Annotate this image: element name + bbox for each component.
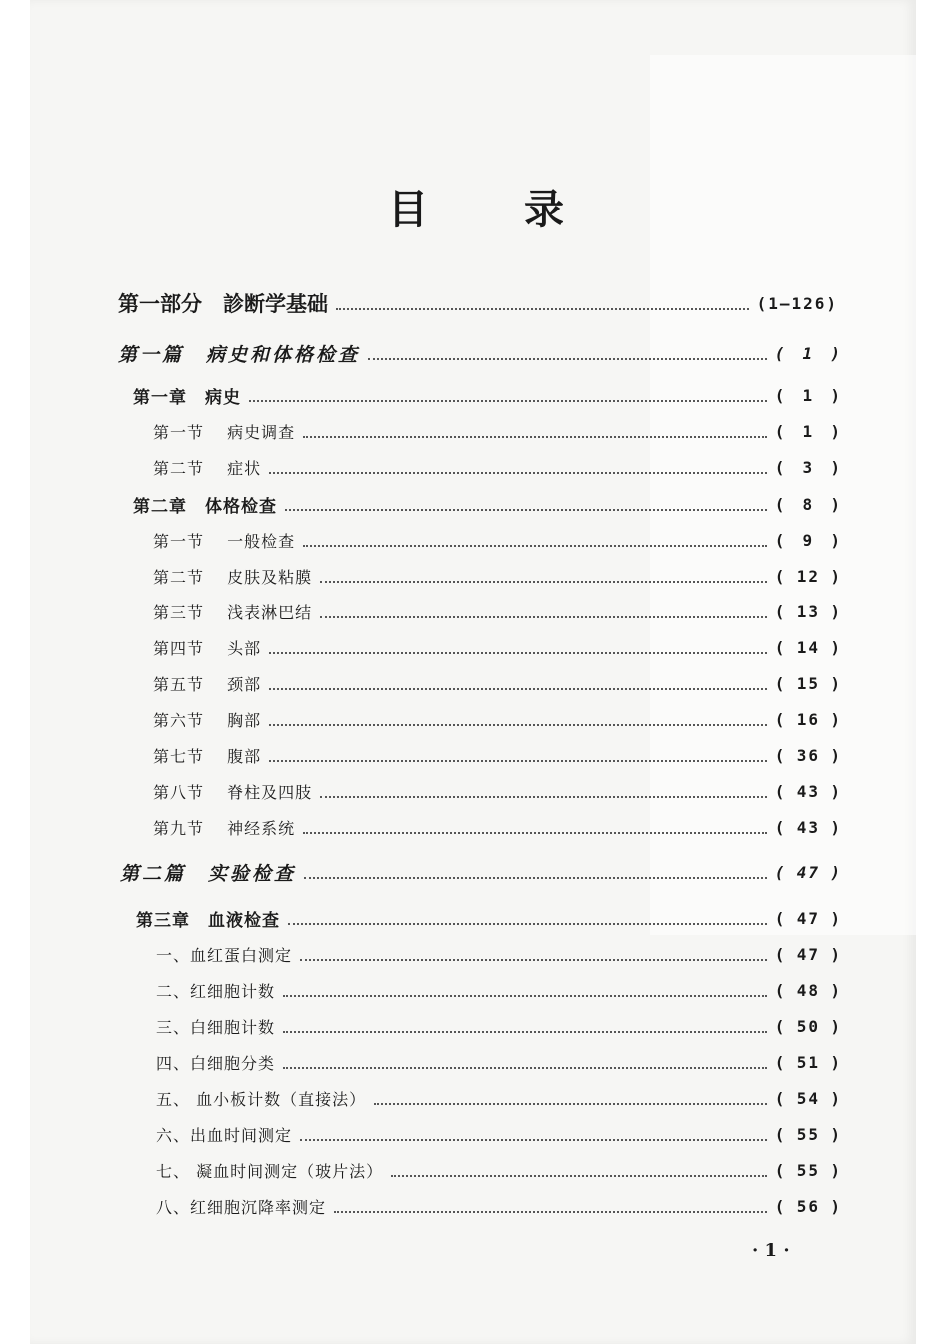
- toc-section-label: 第一节 病史调查: [153, 422, 296, 442]
- toc-volume-label: 第一篇 病史和体格检查: [118, 343, 361, 366]
- toc-chapter-entry: [0, 489, 950, 519]
- toc-leader-dots: [320, 796, 767, 798]
- toc-page-number: 13: [796, 601, 820, 621]
- toc-page-ref: ( 1 ): [774, 421, 842, 441]
- toc-page-number: 56: [796, 1196, 820, 1216]
- toc-leader-dots: [283, 1031, 767, 1033]
- toc-page-ref: ( 12 ): [774, 566, 842, 586]
- toc-chapter-entry: [0, 380, 950, 410]
- toc-item-label: 二、红细胞计数: [156, 981, 276, 1001]
- toc-leader-dots: [269, 724, 767, 726]
- toc-page-number: 47: [796, 944, 820, 964]
- toc-leader-dots: [249, 400, 767, 402]
- toc-leader-dots: [303, 832, 767, 834]
- toc-leader-dots: [368, 358, 767, 360]
- toc-leader-dots: [336, 308, 749, 310]
- toc-leader-dots: [283, 995, 767, 997]
- toc-section-label: 第四节 头部: [153, 638, 262, 658]
- toc-leader-dots: [269, 760, 767, 762]
- toc-page-number: 1: [802, 421, 815, 441]
- toc-item-entry: [0, 1011, 950, 1041]
- toc-volume-label: 第二篇 实验检查: [120, 862, 297, 885]
- toc-page-ref: ( 14 ): [774, 637, 842, 657]
- toc-page-number: 43: [796, 817, 820, 837]
- toc-chapter-label: 第三章 血液检查: [136, 910, 280, 931]
- toc-page-number: 16: [796, 709, 820, 729]
- toc-page-number: 48: [796, 980, 820, 1000]
- toc-page-number: 51: [796, 1052, 820, 1072]
- toc-leader-dots: [283, 1067, 767, 1069]
- toc-page-number: 1: [802, 343, 815, 363]
- toc-item-entry: [0, 1083, 950, 1113]
- toc-page-ref: ( 47 ): [774, 908, 842, 928]
- toc-page-ref: ( 48 ): [774, 980, 842, 1000]
- toc-section-label: 第二节 症状: [153, 458, 262, 478]
- toc-page-ref: ( 13 ): [774, 601, 842, 621]
- toc-page-range: (1—126): [756, 293, 838, 313]
- toc-section-label: 第二节 皮肤及粘膜: [153, 567, 313, 587]
- toc-volume-entry: [0, 338, 950, 368]
- toc-page-number: 50: [796, 1016, 820, 1036]
- toc-page-number: 54: [796, 1088, 820, 1108]
- toc-leader-dots: [374, 1103, 767, 1105]
- toc-page-number: 1: [802, 385, 815, 405]
- toc-leader-dots: [288, 923, 767, 925]
- toc-section-entry: [0, 704, 950, 734]
- toc-page-ref: ( 15 ): [774, 673, 842, 693]
- page-title: [388, 178, 568, 235]
- toc-item-entry: [0, 1047, 950, 1077]
- title-char-1: 目: [388, 186, 432, 233]
- toc-page-ref: ( 54 ): [774, 1088, 842, 1108]
- toc-leader-dots: [334, 1211, 767, 1213]
- toc-page-number: 55: [796, 1124, 820, 1144]
- toc-page-ref: ( 55 ): [774, 1124, 842, 1144]
- toc-item-label: 三、白细胞计数: [156, 1017, 276, 1037]
- toc-leader-dots: [300, 959, 767, 961]
- toc-part-entry: [0, 288, 950, 318]
- toc-section-label: 第七节 腹部: [153, 746, 262, 766]
- toc-page-number: 47: [796, 908, 820, 928]
- toc-page-ref: ( 47 ): [774, 944, 842, 964]
- toc-page-ref: ( 36 ): [774, 745, 842, 765]
- toc-section-entry: [0, 812, 950, 842]
- toc-item-entry: [0, 1191, 950, 1221]
- toc-section-entry: [0, 525, 950, 555]
- toc-page-number: 9: [802, 530, 815, 550]
- toc-page-number: 14: [796, 637, 820, 657]
- toc-leader-dots: [320, 581, 767, 583]
- toc-page-ref: ( 1 ): [774, 343, 842, 363]
- toc-page-ref: ( 51 ): [774, 1052, 842, 1072]
- toc-page-number: 47: [796, 862, 820, 882]
- toc-item-label: 五、 血小板计数（直接法）: [156, 1089, 367, 1109]
- title-char-2: 录: [524, 186, 568, 233]
- toc-leader-dots: [304, 877, 767, 879]
- toc-section-label: 第六节 胸部: [153, 710, 262, 730]
- toc-item-entry: [0, 1155, 950, 1185]
- toc-item-label: 一、血红蛋白测定: [156, 945, 293, 965]
- toc-page-number: 12: [796, 566, 820, 586]
- toc-page-ref: ( 3 ): [774, 457, 842, 477]
- toc-leader-dots: [320, 616, 767, 618]
- toc-page-ref: ( 16 ): [774, 709, 842, 729]
- toc-section-label: 第八节 脊柱及四肢: [153, 782, 313, 802]
- toc-section-entry: [0, 416, 950, 446]
- toc-section-entry: [0, 668, 950, 698]
- toc-page-number: 3: [802, 457, 815, 477]
- toc-section-label: 第九节 神经系统: [153, 818, 296, 838]
- toc-page-ref: ( 50 ): [774, 1016, 842, 1036]
- toc-page-ref: ( 55 ): [774, 1160, 842, 1180]
- toc-section-entry: [0, 632, 950, 662]
- toc-item-label: 六、出血时间测定: [156, 1125, 293, 1145]
- toc-section-label: 第三节 浅表淋巴结: [153, 602, 313, 622]
- toc-page-ref: ( 1 ): [774, 385, 842, 405]
- toc-leader-dots: [269, 472, 767, 474]
- toc-page-ref: ( 43 ): [774, 817, 842, 837]
- toc-page-number: 36: [796, 745, 820, 765]
- toc-item-label: 四、白细胞分类: [156, 1053, 276, 1073]
- toc-leader-dots: [303, 436, 767, 438]
- toc-leader-dots: [269, 688, 767, 690]
- toc-item-entry: [0, 975, 950, 1005]
- toc-leader-dots: [303, 545, 767, 547]
- toc-item-label: 八、红细胞沉降率测定: [156, 1197, 327, 1217]
- toc-leader-dots: [269, 652, 767, 654]
- toc-leader-dots: [391, 1175, 767, 1177]
- toc-item-entry: [0, 939, 950, 969]
- toc-leader-dots: [285, 509, 767, 511]
- toc-section-label: 第一节 一般检查: [153, 531, 296, 551]
- toc-item-label: 七、 凝血时间测定（玻片法）: [156, 1161, 384, 1181]
- toc-page-ref: ( 56 ): [774, 1196, 842, 1216]
- toc-page-number: 15: [796, 673, 820, 693]
- toc-section-entry: [0, 740, 950, 770]
- toc-page-ref: ( 8 ): [774, 494, 842, 514]
- toc-chapter-label: 第一章 病史: [133, 387, 241, 408]
- toc-section-entry: [0, 776, 950, 806]
- toc-section-entry: [0, 596, 950, 626]
- page-number: · 1 ·: [752, 1240, 790, 1261]
- toc-section-entry: [0, 452, 950, 482]
- toc-page-number: 43: [796, 781, 820, 801]
- toc-chapter-label: 第二章 体格检查: [133, 496, 277, 517]
- toc-item-entry: [0, 1119, 950, 1149]
- toc-part-label: 第一部分 診断学基础: [118, 291, 328, 316]
- toc-page-number: 8: [802, 494, 815, 514]
- toc-chapter-entry: [0, 903, 950, 933]
- toc-page-ref: ( 43 ): [774, 781, 842, 801]
- toc-page-number: 55: [796, 1160, 820, 1180]
- toc-page-ref: ( 47 ): [774, 862, 842, 882]
- toc-section-entry: [0, 561, 950, 591]
- toc-leader-dots: [300, 1139, 767, 1141]
- toc-volume-entry: [0, 857, 950, 887]
- toc-page-ref: ( 9 ): [774, 530, 842, 550]
- toc-section-label: 第五节 颈部: [153, 674, 262, 694]
